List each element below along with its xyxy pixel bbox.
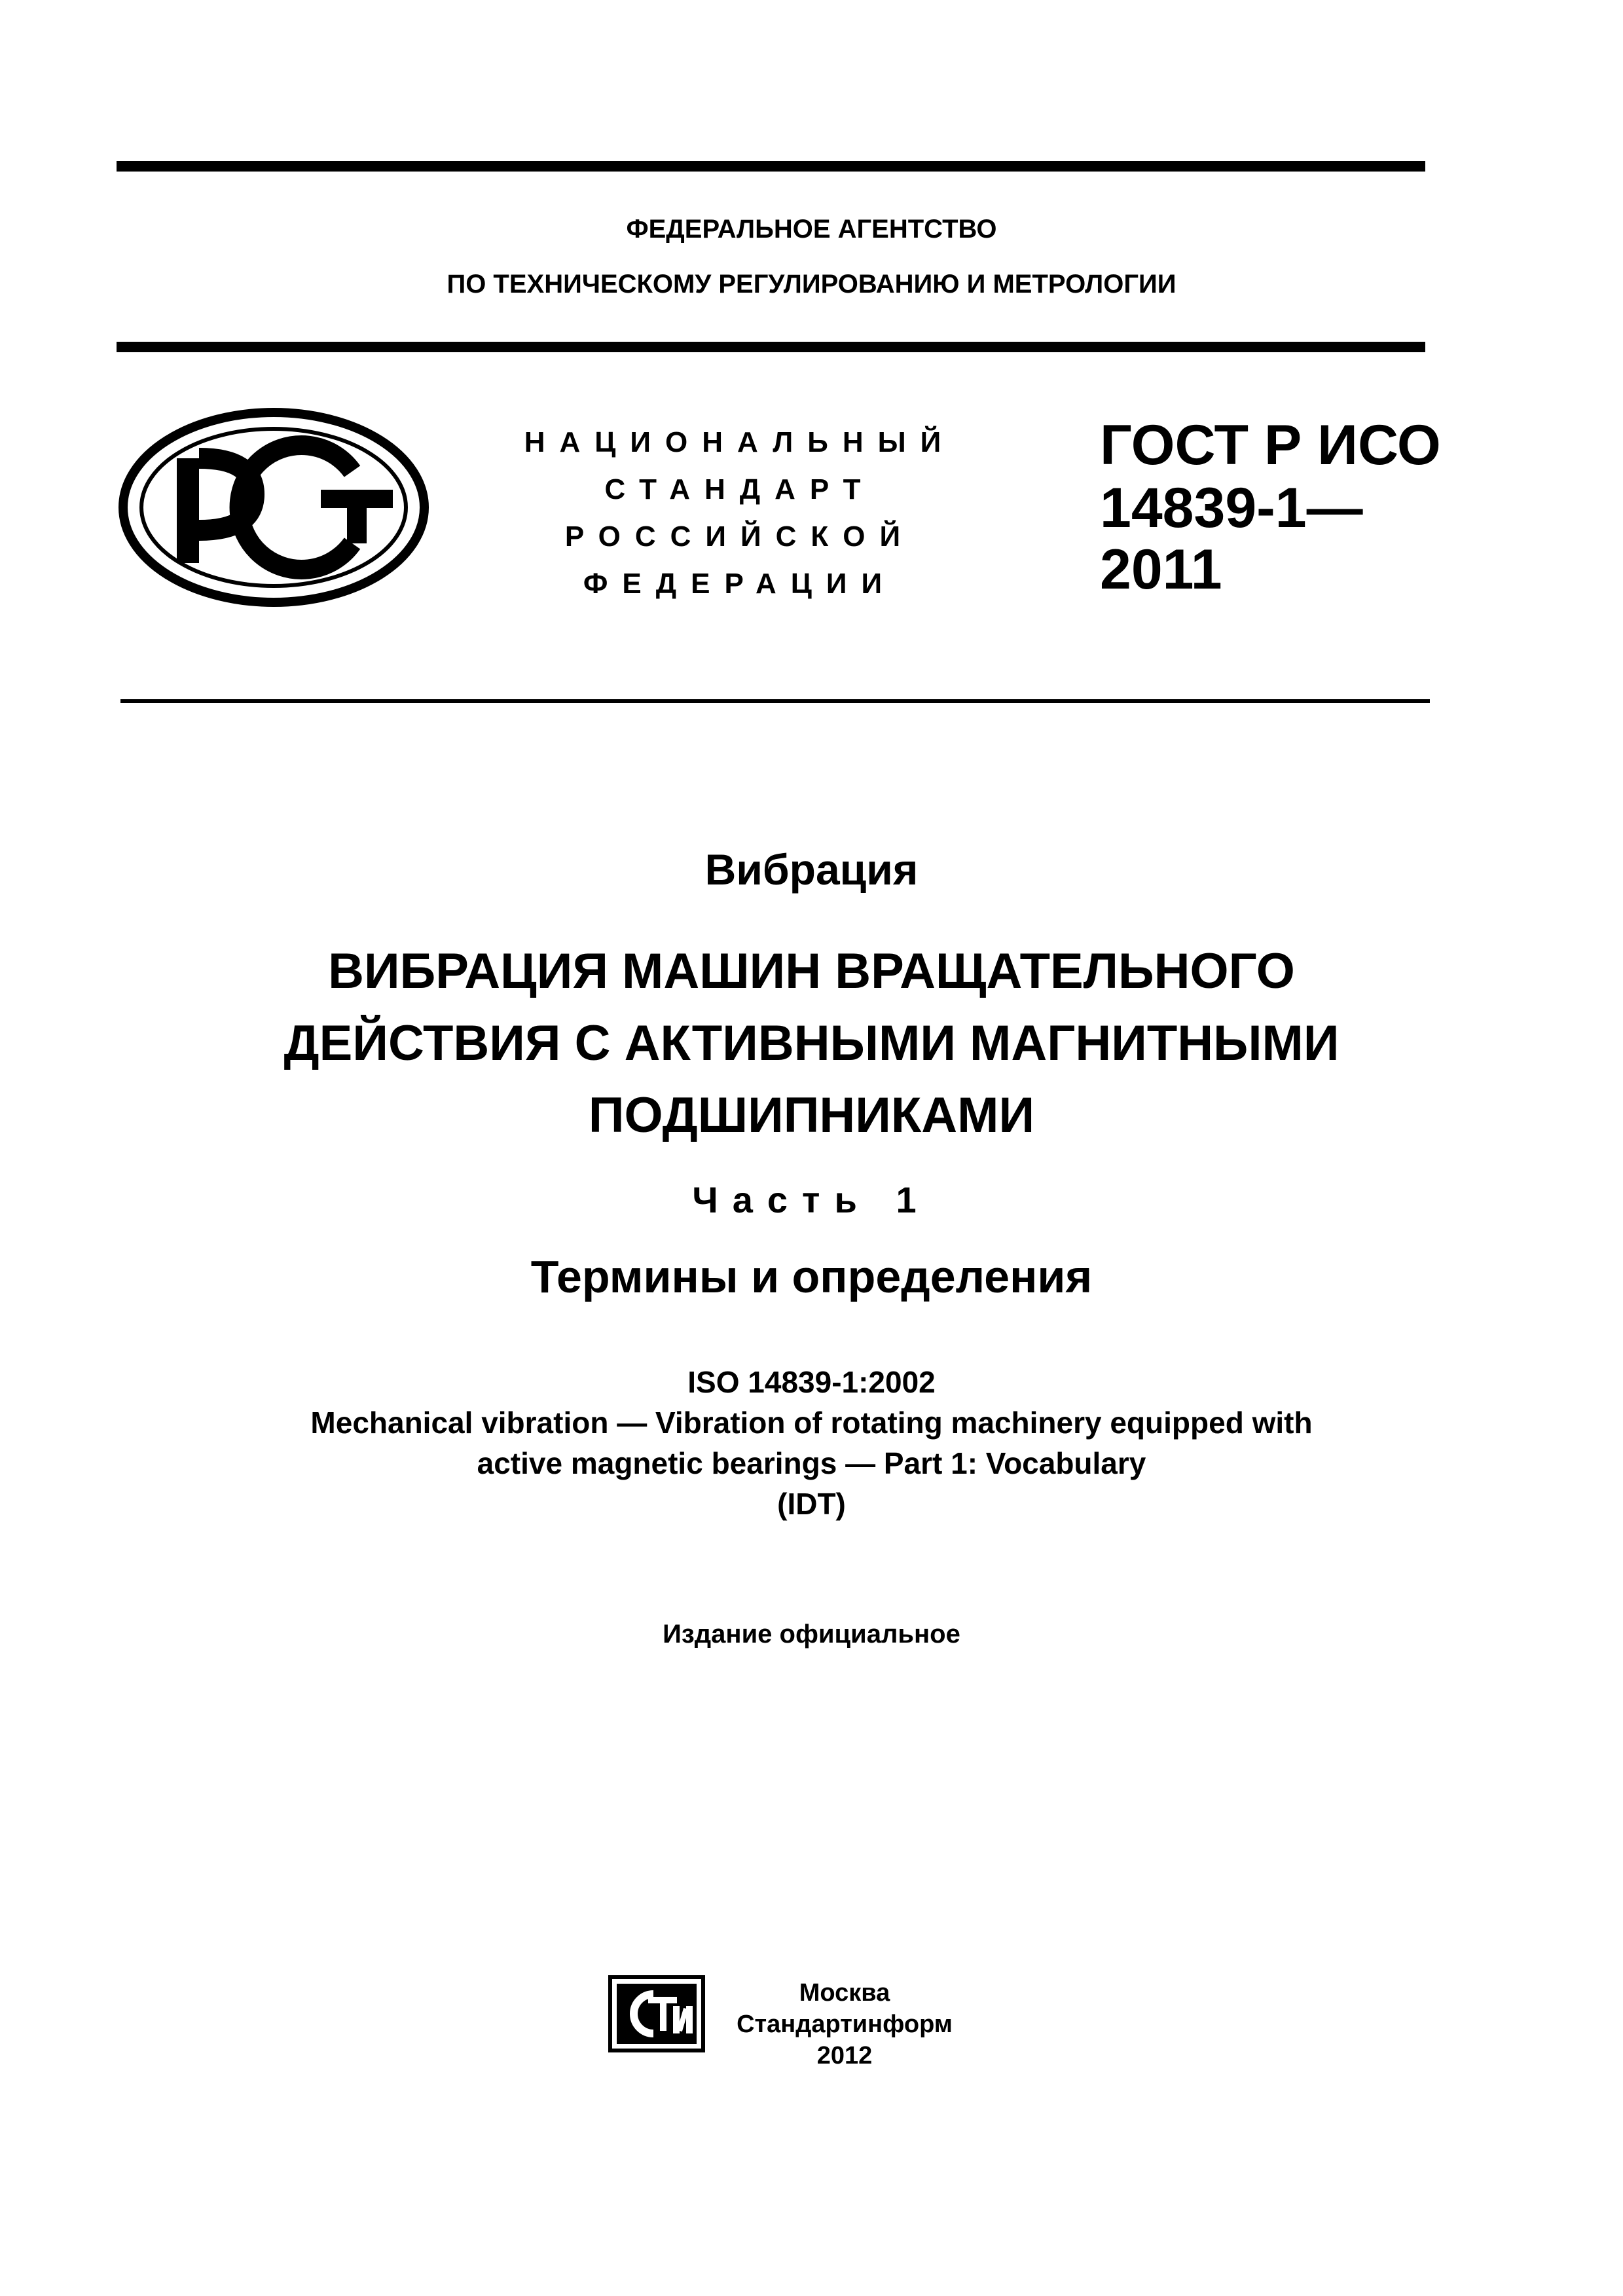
subtitle: Термины и определения [530,1251,1093,1302]
rst-logo-icon [117,406,431,609]
agency-line-2: ПО ТЕХНИЧЕСКОМУ РЕГУЛИРОВАНИЮ И МЕТРОЛОГИИ [447,270,1176,299]
national-line-3: РОССИЙСКОЙ [564,520,915,553]
main-title-line-1: ВИБРАЦИЯ МАШИН ВРАЩАТЕЛЬНОГО [328,943,1295,999]
national-line-2: СТАНДАРТ [604,473,875,505]
publisher-name: Стандартинформ [737,2011,953,2038]
iso-title-line-2: active magnetic bearings — Part 1: Vocabulary [477,1446,1146,1480]
iso-degree: (IDT) [777,1487,846,1521]
top-rule [117,161,1425,172]
gost-line-3: 2011 [1100,538,1222,601]
part-number: Часть 1 [692,1179,931,1220]
section-title: Вибрация [704,845,919,894]
standard-rule [120,699,1430,703]
header-rule [117,342,1425,352]
iso-code: ISO 14839-1:2002 [687,1365,936,1399]
publisher-city: Москва [799,1979,890,2007]
gost-line-2: 14839-1— [1100,477,1363,539]
national-line-4: ФЕДЕРАЦИИ [583,568,897,600]
sti-logo-icon [608,1975,706,2053]
edition-label: Издание официальное [663,1620,960,1649]
publisher-logo [608,1975,706,2053]
iso-title-line-1: Mechanical vibration — Vibration of rotating machinery equipped with [310,1406,1313,1440]
main-title-line-3: ПОДШИПНИКАМИ [588,1087,1035,1143]
agency-line-1: ФЕДЕРАЛЬНОЕ АГЕНТСТВО [626,215,997,244]
national-line-1: НАЦИОНАЛЬНЫЙ [524,426,956,458]
publisher-year: 2012 [816,2042,873,2069]
main-title-line-2: ДЕЙСТВИЯ С АКТИВНЫМИ МАГНИТНЫМИ [283,1015,1340,1071]
rst-logo [117,406,431,609]
gost-line-1: ГОСТ Р ИСО [1100,414,1441,477]
